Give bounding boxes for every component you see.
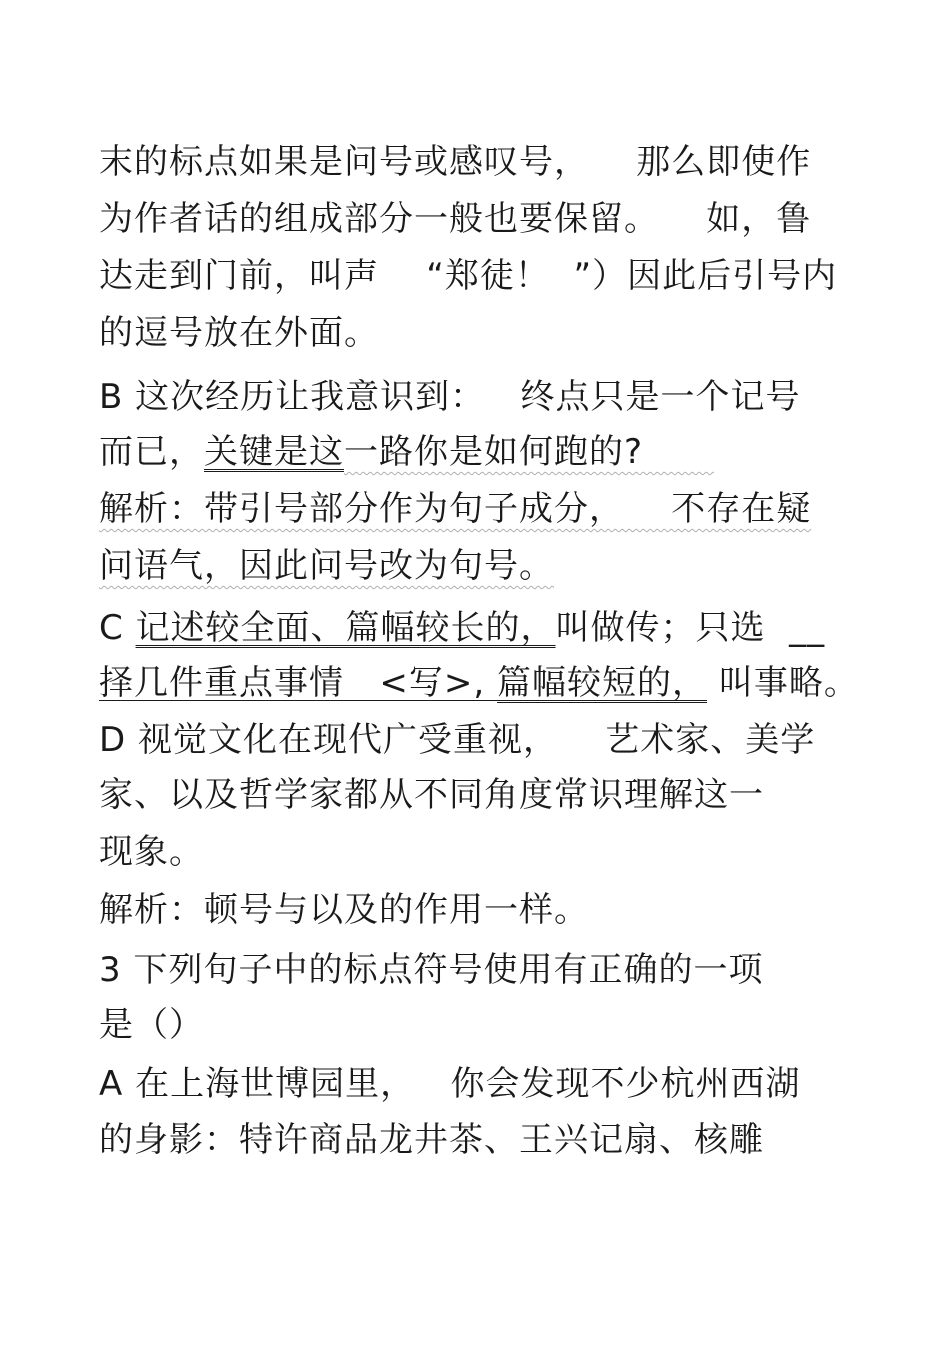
analysis-line-2: 问语气，因此问号改为句号。 [99,546,554,586]
option-d-line-3: 现象。 [99,832,204,872]
underlined-text: 篇幅较短的， [497,663,708,703]
option-a-line-2: 的身影：特许商品龙井茶、王兴记扇、核雕 [99,1120,764,1160]
text-segment: 叫事略。 [707,663,859,703]
option-b-line-2 [99,432,714,472]
text-segment: 而已， [99,432,204,472]
option-d-line-1: D 视觉文化在现代广受重视， 艺术家、美学 [99,720,816,760]
option-c-line-1 [99,608,825,648]
option-a-line-1: A 在上海世博园里， 你会发现不少杭州西湖 [99,1064,801,1104]
option-c-line-2 [99,663,859,703]
question-3-line-1: 3 下列句子中的标点符号使用有正确的一项 [99,950,764,990]
underlined-text: 记述较全面、篇幅较长的， [135,608,556,648]
option-d-line-2: 家、以及哲学家都从不同角度常识理解这一 [99,775,764,815]
option-b-line-1: B 这次经历让我意识到： 终点只是一个记号 [99,377,801,417]
text-line-1: 末的标点如果是问号或感叹号， 那么即使作 [99,142,812,182]
text-line-4: 的逗号放在外面。 [99,313,379,353]
underlined-text: 关键是这 [204,432,344,472]
text-line-3: 达走到门前，叫声 “郑徒！ ”）因此后引号内 [99,256,838,296]
underlined-text: 几件重点事情 <写>, [134,663,498,703]
question-3-line-2: 是（） [99,1005,204,1045]
text-segment: C [99,608,136,648]
wavy-underlined-text: 一路你是如何跑的? [344,432,714,472]
text-line-2: 为作者话的组成部分一般也要保留。 如，鲁 [99,199,812,239]
analysis-line-1: 解析：带引号部分作为句子成分， 不存在疑 [99,489,812,529]
analysis-line-3: 解析：顿号与以及的作用一样。 [99,890,589,930]
text-segment: 叫做传；只选 __ [555,608,826,648]
underlined-text: 择 [99,663,134,703]
